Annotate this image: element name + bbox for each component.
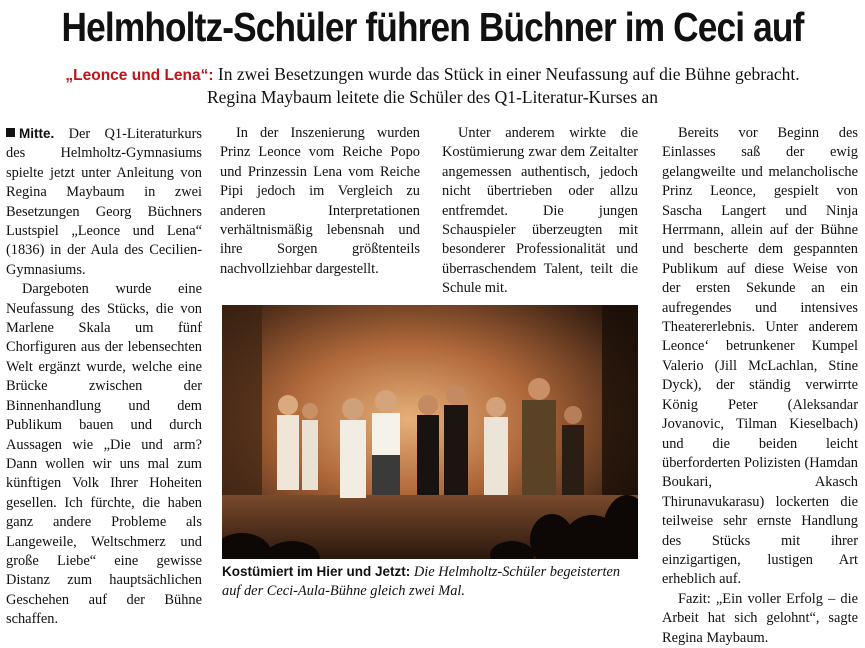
column-4-paragraph-1: Bereits vor Beginn des Einlasses saß der ewig gelangweilte und melancholische Prinz Leonce, gespielt von Sascha Langert und Ninja Herrmann, allein auf der Bühne und bescherte dem gespannten Publikum auf diese Weise von der ersten Sekunde an ein aufregendes und intensives Theatererlebnis. Unter anderem Leonce‘ betrunkener Kumpel Valerio (Jill McLachlan, Stine Dyck), der ständig verwirrte König Peter (Aleksandar Jovanovic, Tilman Kieselbach) und die beiden leicht überforderten Polizisten (Hamdan Boukari, Akasch Thirunavukarasu) lockerten die teilweise sehr ernste Handlung des Stücks mit ihrer einzigartigen, lustigen Art erheblich auf. — [662, 125, 858, 588]
column-4 — [662, 124, 858, 648]
column-3 — [442, 124, 638, 299]
caption-lead: Kostümiert im Hier und Jetzt: — [222, 564, 411, 579]
photo-caption — [222, 562, 640, 601]
caption-text: Die Helmholtz-Schüler begeisterten auf der Ceci-Aula-Bühne gleich zwei Mal. — [222, 564, 621, 599]
column-3-paragraph-1: Unter anderem wirkte die Kostümierung zwar dem Zeitalter angemessen authentisch, jedoch nicht übertrieben oder allzu entfremdet. Die jungen Schauspieler überzeugten mit besonderer Professionalität und überraschendem Talent, teilt die Schule mit. — [442, 125, 638, 297]
column-1-text-1: Der Q1-Literaturkurs des Helmholtz-Gymnasiums spielte jetzt unter Anleitung von Regina Maybaum in zwei Besetzungen Georg Büchners Lustspiel „Leonce und Lena“ (1836) in der Aula des Cecilien-Gymnasiums. — [6, 126, 202, 278]
column-2-paragraph-1: In der Inszenierung wurden Prinz Leonce vom Reiche Popo und Prinzessin Lena vom Reiche Pipi jedoch im Vergleich zu anderen Interpretationen verhältnismäßig lebensnah und ihre Sorgen größtenteils nachvollziehbar dargestellt. — [220, 125, 420, 277]
column-4-paragraph-2: Fazit: „Ein voller Erfolg – die Arbeit hat sich gelohnt“, sagte Regina Maybaum. — [662, 590, 858, 646]
subhead-line-2: Regina Maybaum leitete die Schüler des Q1-Literatur-Kurses an — [206, 87, 659, 107]
column-1-paragraph-2: Dargeboten wurde eine Neufassung des Stücks, die von Marlene Skala um fünf Chorfiguren aus der lebensechten Welt ergänzt wurde, welche eine Brücke zwischen der Binnenhandlung und dem Publikum bauen und durch Aussagen wie „Die und arm? Dann wollen wir uns mal zum künftigen Volk Ihrer Hoheiten gesellen. Ich fürchte, die haben ganz andere Probleme als Langeweile, Weltschmerz und große Liebe“ eine gewisse Distanz zum hauptsächlichen Geschehen auf der Bühne schaffen. — [6, 281, 202, 628]
headline: Helmholtz-Schüler führen Büchner im Ceci auf — [61, 4, 804, 50]
column-1 — [6, 124, 202, 630]
subhead-text-1: In zwei Besetzungen wurde das Stück in einer Neufassung auf die Bühne gebracht. — [213, 64, 800, 84]
dateline: Mitte. — [19, 126, 55, 141]
subhead-kicker: „Leonce und Lena“: — [65, 67, 214, 84]
column-2 — [220, 124, 420, 279]
dateline-square-icon — [6, 128, 15, 137]
subhead-line-1 — [0, 63, 865, 87]
stage-photo — [222, 305, 638, 559]
column-1-paragraph-1 — [6, 124, 202, 280]
